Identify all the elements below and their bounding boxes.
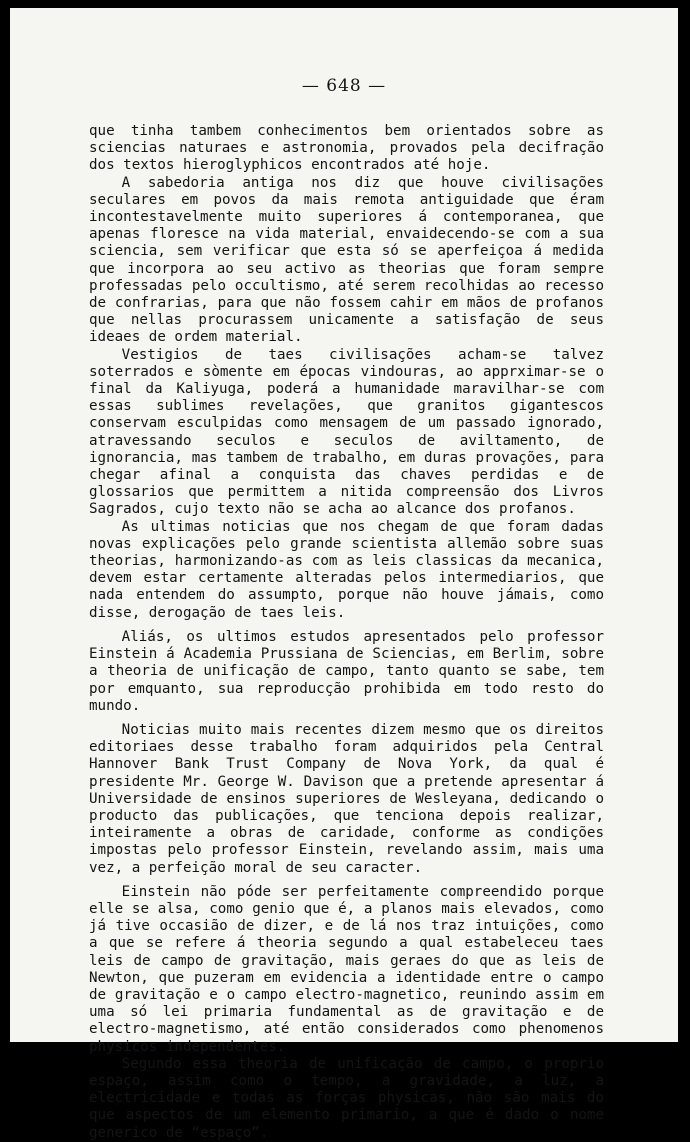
- page-body: [89, 123, 604, 1142]
- page-number: — 648 —: [301, 76, 387, 96]
- paragraph-7: Einstein não póde ser perfeitamente compreendido porque elle se alsa, como genio que é, a planos mais elevados, como já tive occasião de dizer, e de lá nos traz intuições, como a que se refere á theoria segundo a qual estabeleceu taes leis de campo de gravitação, mais geraes do que as leis de Newton, que puzeram em evidencia a identidade entre o campo de gravitação e o campo electro-magnetico, reunindo assim em uma só lei primaria fundamental as de gravitação e de electro-magnetismo, até então considerados como phenomenos physicos independentes.: [89, 883, 604, 1055]
- paragraph-1: que tinha tambem conhecimentos bem orientados sobre as sciencias naturaes e astronomia, provados pela decifração dos textos hieroglyphicos encontrados até hoje.: [89, 123, 604, 174]
- paragraph-6: Noticias muito mais recentes dizem mesmo que os direitos editoriaes desse trabalho foram adquiridos pela Central Hannover Bank Trust Company de Nova York, da qual é presidente Mr. George W. Davison que a pretende apresentar á Universidade de ensinos superiores de Wesleyana, dedicando o producto das publicações, que tenciona depois realizar, inteiramente a obras de caridade, conforme as condições impostas pelo professor Einstein, revelando assim, mais uma vez, a perfeição moral de seu caracter.: [89, 721, 604, 876]
- paragraph-5: Aliás, os ultimos estudos apresentados pelo professor Einstein á Academia Prussiana de Sciencias, em Berlim, sobre a theoria de unificação de campo, tanto quanto se sabe, tem por emquanto, sua reproducção prohibida em todo resto do mundo.: [89, 628, 604, 714]
- paragraph-8: Segundo essa theoria de unificação de campo, o proprio espaço, assim como o tempo, a gravidade, a luz, a electricidade e todas as forças physicas, não são mais do que aspectos de um elemento primario, a que é dado o nome generico de “espaço”.: [89, 1055, 604, 1141]
- book-page: [10, 8, 678, 1141]
- paragraph-4: As ultimas noticias que nos chegam de que foram dadas novas explicações pelo grande scientista allemão sobre suas theorias, harmonizando-as com as leis classicas da mecanica, devem estar certamente alteradas pelos intermediarios, que nada entendem do assumpto, porque não houve jámais, como disse, derogação de taes leis.: [89, 518, 604, 621]
- paragraph-3: Vestigios de taes civilisações acham-se talvez soterrados e sòmente em épocas vindouras, ao apprximar-se o final da Kaliyuga, poderá a humanidade maravilhar-se com essas sublimes revelações, que granitos gigantescos conservam esculpidas como mensagem de um passado ignorado, atravessando seculos e seculos de aviltamento, de ignorancia, mas tambem de trabalho, em duras provações, para chegar afinal a conquista das chaves perdidas e de glossarios que permittem a nitida compreensão dos Livros Sagrados, cujo texto não se acha ao alcance dos profanos.: [89, 346, 604, 518]
- paragraph-2: A sabedoria antiga nos diz que houve civilisações seculares em povos da mais remota antiguidade que éram incontestavelmente muito superiores á contemporanea, que apenas floresce na vida material, envaidecendo-se com a sua sciencia, sem verificar que esta só se aperfeiçoa á medida que incorpora ao seu activo as theorias que foram sempre professadas pelo occultismo, até serem recolhidas ao recesso de confrarias, para que não fossem cahir em mãos de profanos que nellas procurassem unicamente a satisfação de seus ideaes de ordem material.: [89, 174, 604, 346]
